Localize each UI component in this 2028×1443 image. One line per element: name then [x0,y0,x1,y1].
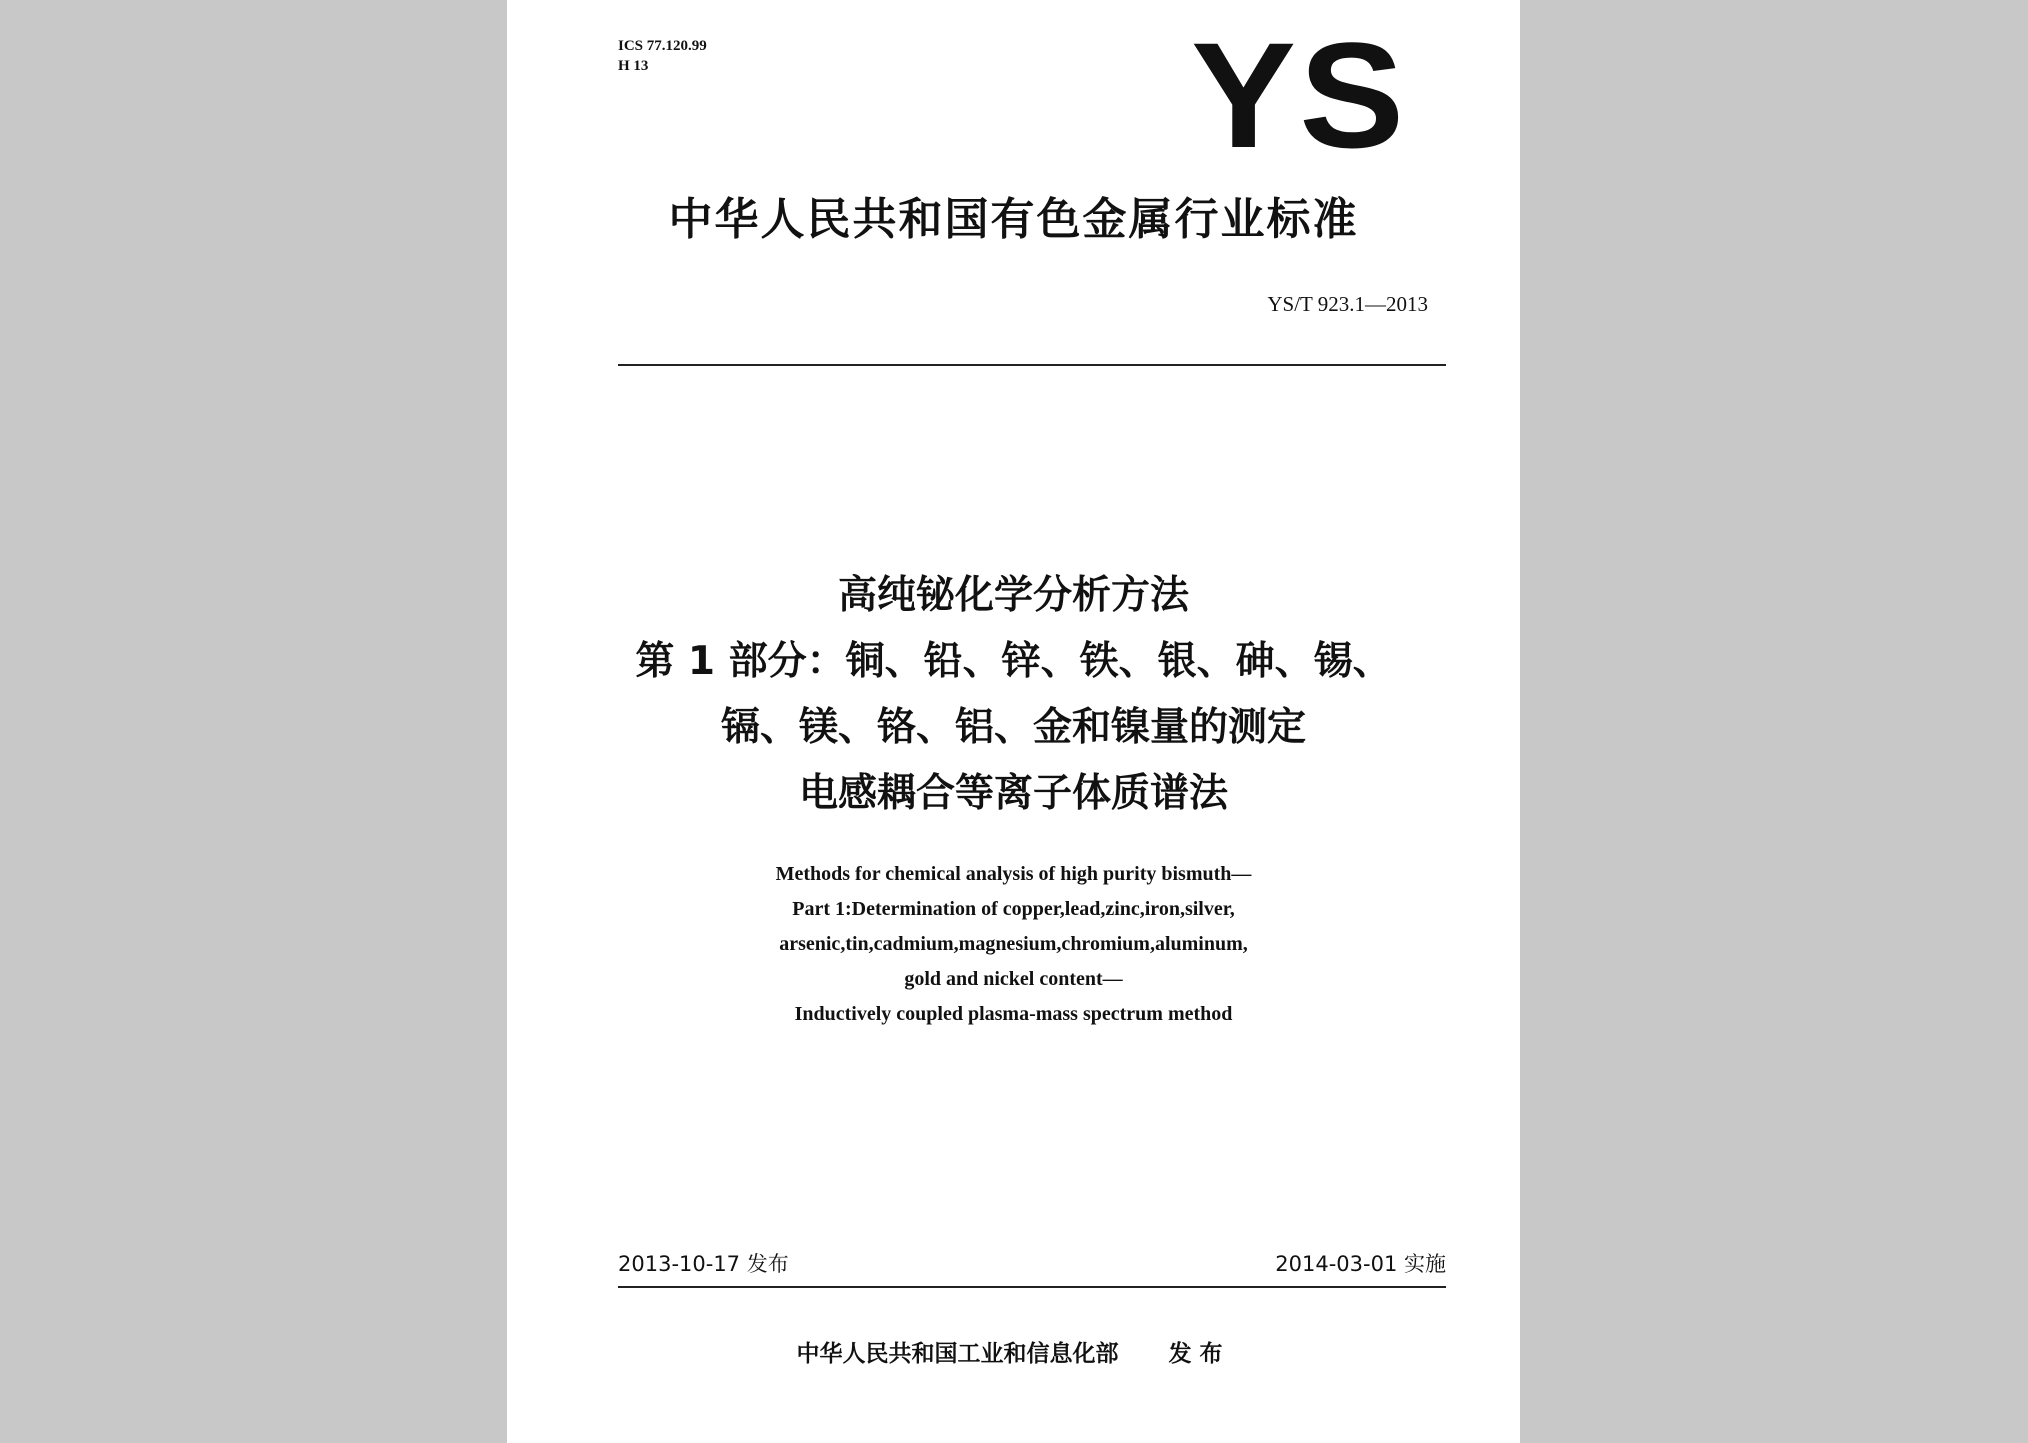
standard-code: YS/T 923.1—2013 [1267,292,1428,316]
title-en-line: Methods for chemical analysis of high purity bismuth— [775,863,1252,885]
standard-cover-page [507,0,1520,1443]
title-en [507,857,1520,1032]
ys-logo: YS [1191,11,1408,179]
top-divider [618,364,1446,366]
class-code: H 13 [618,58,649,74]
bottom-divider [618,1286,1446,1288]
title-en-line: Inductively coupled plasma-mass spectrum method [794,1003,1233,1025]
publisher-name: 中华人民共和国工业和信息化部 [796,1341,1119,1367]
title-en-line: arsenic,tin,cadmium,magnesium,chromium,aluminum, [779,933,1248,955]
title-cn-line: 电感耦合等离子体质谱法 [798,771,1228,816]
implementation-date: 2014-03-01 实施 [1275,1252,1446,1276]
org-title: 中华人民共和国有色金属行业标准 [668,194,1359,245]
title-en-line: gold and nickel content— [904,968,1123,990]
title-cn-line: 第 1 部分：铜、铅、锌、铁、银、砷、锡、 [635,639,1392,684]
issue-date: 2013-10-17 发布 [618,1252,789,1276]
title-cn-line: 镉、镁、铬、铝、金和镍量的测定 [720,705,1306,750]
title-cn-line: 高纯铋化学分析方法 [837,573,1189,618]
publisher [507,1338,1520,1370]
classification-codes [618,36,707,76]
ics-code: ICS 77.120.99 [618,38,707,54]
title-cn [507,563,1520,827]
publisher-action: 发布 [1168,1341,1231,1367]
title-en-line: Part 1:Determination of copper,lead,zinc,iron,silver, [792,898,1235,920]
